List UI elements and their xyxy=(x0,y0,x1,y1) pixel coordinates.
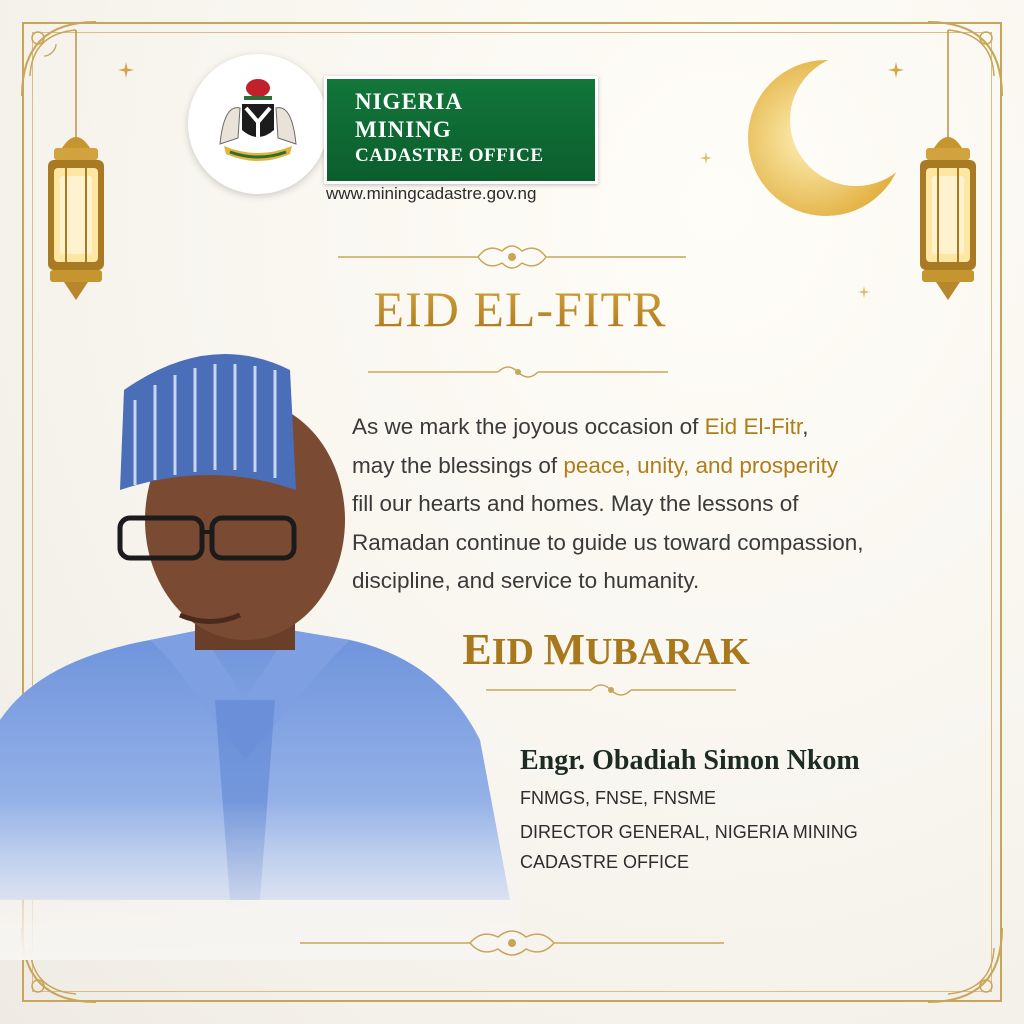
logo-banner xyxy=(324,76,598,184)
sparkle-icon xyxy=(888,62,904,78)
message-text: , xyxy=(802,414,809,439)
lantern-icon xyxy=(908,30,988,305)
logo-line-1: NIGERIA xyxy=(355,89,463,114)
eid-mubarak-heading xyxy=(406,624,806,675)
coat-of-arms-icon xyxy=(210,74,306,170)
sparkle-icon xyxy=(858,286,870,298)
mubarak-letter: M xyxy=(543,625,585,674)
mubarak-text: UBARAK xyxy=(584,631,750,673)
crescent-moon-icon xyxy=(748,50,908,220)
signatory-name: Engr. Obadiah Simon Nkom xyxy=(520,745,860,776)
message-text: may the blessings of xyxy=(352,452,564,478)
message-line-1 xyxy=(352,408,972,447)
message-text: As we mark the joyous occasion of xyxy=(352,414,705,439)
logo-line-3: CADASTRE OFFICE xyxy=(355,145,544,166)
mubarak-letter: E xyxy=(462,625,492,674)
logo-line-2: MINING xyxy=(355,117,452,142)
greeting-message xyxy=(352,408,972,601)
message-line-5: discipline, and service to humanity. xyxy=(352,568,700,593)
message-line-2 xyxy=(352,447,972,486)
signatory-credentials: FNMGS, FNSE, FNSME xyxy=(520,788,717,808)
ornament-divider-icon xyxy=(338,240,686,274)
ornament-divider-icon xyxy=(486,680,736,700)
corner-ornament-icon xyxy=(918,918,1008,1008)
message-highlight: peace, unity, and prosperity xyxy=(563,452,839,478)
message-line-4: Ramadan continue to guide us toward compassion, xyxy=(352,529,864,555)
signatory-role-line-1: DIRECTOR GENERAL, NIGERIA MINING xyxy=(520,822,858,842)
sparkle-icon xyxy=(700,152,712,164)
website-url: www.miningcadastre.gov.ng xyxy=(326,184,537,203)
sparkle-icon xyxy=(118,62,134,78)
mubarak-text: ID xyxy=(491,631,544,673)
lantern-icon xyxy=(36,30,116,305)
signatory-role-line-2: CADASTRE OFFICE xyxy=(520,852,690,872)
ornament-divider-icon xyxy=(300,928,724,958)
message-highlight: Eid El-Fitr xyxy=(704,414,803,439)
message-line-3: fill our hearts and homes. May the lessons of xyxy=(352,491,799,516)
page-title: EID EL-FITR xyxy=(300,280,740,338)
logo-badge xyxy=(188,54,328,194)
